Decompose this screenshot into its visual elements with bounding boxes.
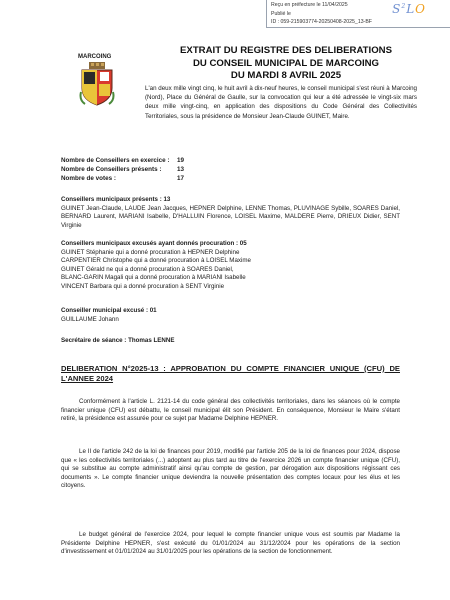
title-line-3: DU MARDI 8 AVRIL 2025 — [230, 70, 342, 82]
secretary-line: Secrétaire de séance : Thomas LENNE — [61, 337, 175, 344]
count-row — [61, 156, 211, 165]
count-value: 17 — [177, 175, 185, 183]
document-title — [160, 45, 412, 83]
present-section — [61, 196, 400, 230]
prefecture-stamp — [266, 0, 450, 28]
title-line-2: DU CONSEIL MUNICIPAL DE MARCOING — [192, 57, 380, 69]
absent-section — [61, 307, 400, 324]
counts-block — [61, 156, 211, 184]
deliberation-paragraph-3: Le budget général de l'exercice 2024, pour lequel le compte financier unique vous est soumis par Madame la Présidente Delphine HEPNER, s'est exécuté du 01/01/2024 au 31/12/2024 pour les opérations de la section d'investissement et 01/01/2024 au 31/01/2025 pour les opérations de la section de fonctionnement. — [61, 531, 400, 556]
present-heading: Conseillers municipaux présents : 13 — [61, 196, 171, 203]
count-row — [61, 165, 211, 174]
count-label: Nombre de Conseillers en exercice : — [61, 157, 170, 164]
count-row — [61, 174, 211, 183]
stamp-id: ID : 059-215903774-20250408-2025_13-BF — [271, 19, 372, 26]
s2lo-logo: $S^2LO$ — [392, 2, 426, 16]
title-line-1: EXTRAIT DU REGISTRE DES DELIBERATIONS — [180, 45, 392, 56]
coat-of-arms-icon — [79, 62, 115, 106]
count-label: Nombre de Conseillers présents : — [61, 166, 162, 174]
absent-name: GUILLAUME Johann — [61, 315, 119, 323]
excused-line: GUINET Stéphanie qui a donné procuration à HEPNER Delphine — [61, 248, 240, 256]
excused-line: VINCENT Barbara qui a donné procuration à SENT Virginie — [61, 282, 225, 290]
present-names: GUINET Jean-Claude, LAUDE Jean Jacques, HEPNER Delphine, LENNE Thomas, PLUVINAGE Sybille, SOARES Daniel, BERNARD Laurent, MARIANI Isabelle, D'HALLUIN Florence, LOISEL Maxime, MALDERE Pierre, DRIEUX Didier, SENT Virginie — [61, 204, 400, 229]
excused-line: CARPENTIER Christophe qui a donné procuration à LOISEL Maxime — [61, 257, 251, 265]
stamp-received: Reçu en préfecture le 11/04/2025 — [271, 2, 348, 8]
count-value: 19 — [177, 157, 185, 164]
excused-line: BLANC-GARIN Magali qui a donné procuration à MARIANI Isabelle — [61, 274, 246, 282]
excused-line: GUINET Gérald ne qui a donné procuration à SOARES Daniel, — [61, 265, 234, 273]
deliberation-paragraph-1: Conformément à l'article L. 2121-14 du code général des collectivités territoriales, dans les séances où le compte financier unique (CFU) est débattu, le conseil municipal élit son Président. En conséquence, Monsieur le Maire s'étant retiré, la présidence est assurée pour ce sujet par Madame Delphine HEPNER. — [61, 398, 400, 423]
excused-section — [61, 240, 400, 292]
excused-heading: Conseillers municipaux excusés ayant donnés procuration : 05 — [61, 240, 247, 247]
deliberation-paragraph-2: Le II de l'article 242 de la loi de finances pour 2019, modifié par l'article 205 de la loi de finances pour 2024, dispose que « les collectivités territoriales (...) adoptent au plus tard au titre de l'exercice 2026 un compte financier unique (CFU), qui se substitue au compte administratif ainsi qu'au compte de gestion, par dérogation aux dispositions régissant ces documents ». Le compte financier unique deviendra la nouvelle présentation des comptes locaux pour les élus et les citoyens. — [61, 448, 400, 490]
count-label: Nombre de votes : — [61, 175, 116, 183]
commune-name: MARCOING — [78, 54, 112, 60]
deliberation-title: DELIBERATION N°2025-13 : APPROBATION DU COMPTE FINANCIER UNIQUE (CFU) DE L'ANNEE 2024 — [61, 364, 400, 384]
absent-heading: Conseiller municipal excusé : 01 — [61, 307, 157, 314]
count-value: 13 — [177, 166, 185, 174]
intro-paragraph: L'an deux mille vingt cinq, le huit avril à dix-neuf heures, le conseil municipal s'est réuni à Marcoing (Nord), Place du Général de Gaulle, sur la convocation qui leur a été adressée le vingt-six mars deux mille vingt-cinq, en application des dispositions du Code Général des Collectivités Territoriales, sous la présidence de Monsieur Jean-Claude GUINET, Maire. — [145, 85, 417, 120]
stamp-published: Publié le — [271, 10, 291, 17]
